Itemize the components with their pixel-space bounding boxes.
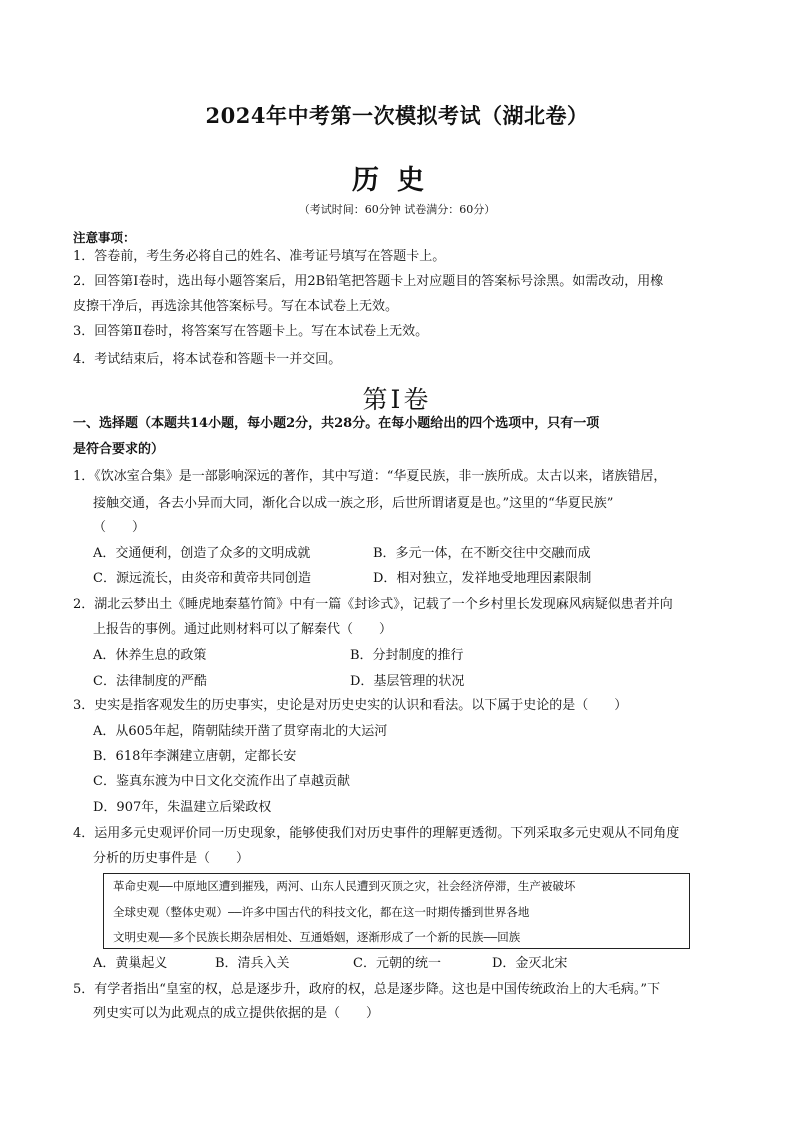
option-b: B．清兵入关	[215, 956, 290, 971]
option-c: C．源远流长，由炎帝和黄帝共同创造	[93, 571, 311, 586]
question-1-blank: （ ）	[93, 520, 146, 535]
option-a: A．休养生息的政策	[93, 648, 207, 663]
subject-title: 历史	[352, 165, 442, 196]
section-heading: 一、选择题（本题共14小题，每小题2分，共28分。在每小题给出的四个选项中，只有一项	[73, 416, 600, 431]
notice-item: 1．答卷前，考生务必将自己的姓名、准考证号填写在答题卡上。	[73, 249, 446, 264]
notice-title: 注意事项：	[73, 230, 136, 245]
exam-info: （考试时间：60分钟 试卷满分：60分）	[298, 203, 496, 216]
option-c: C．法律制度的严酷	[93, 674, 207, 689]
question-5-line: 5．有学者指出“皇室的权，总是逐步升，政府的权，总是逐步降。这也是中国传统政治上的大毛病。”下	[73, 982, 661, 997]
question-3-line: 3．史实是指客观发生的历史事实，史论是对历史史实的认识和看法。以下属于史论的是（ ）	[73, 698, 628, 713]
question-5-line: 列史实可以为此观点的成立提供依据的是（ ）	[93, 1006, 380, 1021]
option-a: A．黄巢起义	[93, 956, 168, 971]
question-4-line: 分析的历史事件是（ ）	[93, 851, 250, 866]
notice-item: 4．考试结束后，将本试卷和答题卡一并交回。	[73, 352, 342, 367]
material-line: 革命史观——中原地区遭到摧残，两河、山东人民遭到灭顶之灾，社会经济停滞，生产被破坏	[113, 879, 576, 893]
question-1-line: 接触交通，各去小异而大同，渐化合以成一族之形，后世所谓诸夏是也。”这里的“华夏民族”	[93, 496, 614, 511]
option-d: D．基层管理的状况	[350, 674, 465, 689]
material-line: 文明史观——多个民族长期杂居相处、互通婚姻，逐渐形成了一个新的民族——回族	[113, 930, 521, 944]
option-c: C．鉴真东渡为中日文化交流作出了卓越贡献	[93, 774, 350, 789]
material-line: 全球史观（整体史观）——许多中国古代的科技文化，都在这一时期传播到世界各地	[113, 905, 530, 919]
exam-title: 2024年中考第一次模拟考试（湖北卷）	[205, 103, 589, 128]
notice-item: 皮擦干净后，再选涂其他答案标号。写在本试卷上无效。	[73, 299, 399, 314]
option-b: B．618年李渊建立唐朝，定都长安	[93, 749, 297, 764]
option-b: B．分封制度的推行	[350, 648, 464, 663]
option-a: A．从605年起，隋朝陆续开凿了贯穿南北的大运河	[93, 724, 388, 739]
option-c: C．元朝的统一	[353, 956, 441, 971]
question-1-line: 1．《饮冰室合集》是一部影响深远的著作，其中写道：“华夏民族，非一族所成。太古以来，诸族错居，	[73, 469, 667, 484]
question-2-line: 上报告的事例。通过此则材料可以了解秦代（ ）	[93, 622, 393, 637]
option-d: D．金灭北宋	[492, 956, 568, 971]
section-heading-cont: 是符合要求的）	[73, 442, 165, 457]
option-b: B．多元一体，在不断交往中交融而成	[373, 546, 591, 561]
question-2-line: 2．湖北云梦出土《睡虎地秦墓竹简》中有一篇《封诊式》，记载了一个乡村里长发现麻风病疑似患者并向	[73, 597, 673, 612]
question-4-line: 4．运用多元史观评价同一历史现象，能够使我们对历史事件的理解更透彻。下列采取多元史观从不同角度	[73, 826, 680, 841]
option-a: A．交通便利，创造了众多的文明成就	[93, 546, 311, 561]
option-d: D．907年，朱温建立后梁政权	[93, 800, 272, 815]
notice-item: 2．回答第Ⅰ卷时，选出每小题答案后，用2B铅笔把答题卡上对应题目的答案标号涂黑。如需改动，用橡	[73, 274, 664, 289]
notice-item: 3．回答第Ⅱ卷时，将答案写在答题卡上。写在本试卷上无效。	[73, 324, 429, 339]
option-d: D．相对独立，发祥地受地理因素限制	[373, 571, 592, 586]
volume-title: 第Ⅰ卷	[362, 385, 432, 414]
